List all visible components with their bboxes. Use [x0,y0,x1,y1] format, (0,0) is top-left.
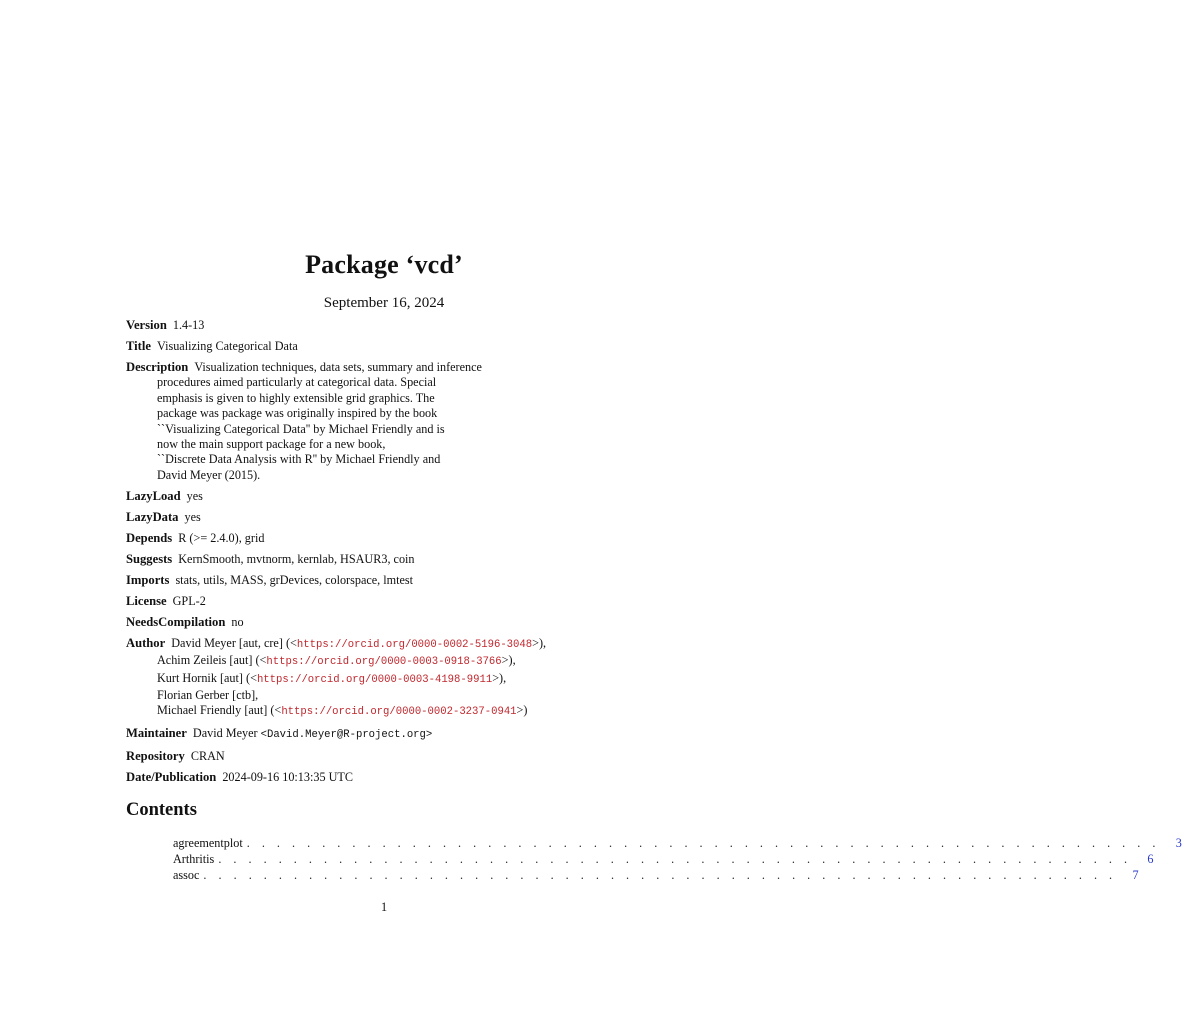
field-label: Date/Publication [126,770,217,785]
field-title [126,339,686,354]
field-date-publication [126,770,686,785]
package-date: September 16, 2024 [323,295,445,311]
field-value-line: now the main support package for a new book, [157,437,386,452]
field-value: 2024-09-16 10:13:35 UTC [222,770,353,785]
field-description [126,360,686,483]
field-repository [126,749,686,764]
toc-leader-dots: . . . . . . . . . . . . . . . . . . . . . . . . . . . . . . . . . . . . . . . . . . . . . . . . . . . . . . . . . . . . . [203,867,1117,882]
field-author [126,636,686,721]
field-value: 1.4-13 [172,318,205,332]
toc-entry[interactable] [173,836,1182,852]
author-line-text: >) [516,703,528,718]
author-line-text: >), [532,635,547,650]
author-line [171,636,546,650]
toc-page-link[interactable]: 3 [1175,836,1182,850]
field-value-line: procedures aimed particularly at categorical data. Special [157,375,437,390]
page-number: 1 [380,900,388,914]
field-value-line: emphasis is given to highly extensible grid graphics. The [157,390,435,405]
toc-entry-name[interactable]: Arthritis [173,851,215,866]
field-label: LazyLoad [126,488,181,503]
field-value-line: David Meyer (2015). [157,467,261,482]
field-value: yes [186,488,203,503]
author-line-text: Florian Gerber [ctb], [157,688,259,703]
field-label: Suggests [126,551,173,566]
toc-page-link[interactable]: 6 [1147,851,1154,866]
field-label: Title [126,339,151,353]
field-value-line: ``Visualizing Categorical Data'' by Michael Friendly and is [157,421,445,436]
field-label: Maintainer [126,726,187,741]
field-depends [126,531,686,546]
field-imports [126,573,686,588]
field-value: yes [184,509,201,524]
field-label: Author [126,635,166,650]
field-lazydata [126,510,686,525]
table-of-contents [173,836,1182,883]
toc-entry[interactable] [173,867,1139,884]
maintainer-name: David Meyer [192,726,258,741]
field-value: Visualizing Categorical Data [157,339,298,353]
field-value: CRAN [190,749,225,764]
field-value-line: package was package was originally inspired by the book [157,406,438,421]
author-line [126,653,686,670]
field-label: Imports [126,572,170,587]
contents-heading: Contents [126,800,197,820]
author-line-text: Achim Zeileis [aut] (< [157,653,267,668]
field-label: Description [126,360,189,374]
field-needscompilation [126,615,686,630]
field-label: LazyData [126,509,179,524]
author-line-text: David Meyer [aut, cre] (< [171,635,297,650]
toc-leader-dots: . . . . . . . . . . . . . . . . . . . . . . . . . . . . . . . . . . . . . . . . . . . . . . . . . . . . . . . . . . . . . [218,851,1132,866]
field-version [126,318,686,333]
field-value: no [231,614,244,629]
author-line [126,703,686,720]
toc-entry[interactable] [173,851,1154,868]
field-label: Depends [126,530,173,545]
package-title: Package ‘vcd’ [305,250,463,279]
orcid-link[interactable]: https://orcid.org/0000-0002-3237-0941 [281,706,517,719]
field-label: Version [126,318,167,332]
author-line [126,671,686,688]
orcid-link[interactable]: https://orcid.org/0000-0003-4198-9911 [256,673,493,686]
field-value-line: Visualization techniques, data sets, summary and inference [194,360,482,374]
author-line-text: >), [501,653,516,668]
orcid-link[interactable]: https://orcid.org/0000-0002-5196-3048 [296,638,533,651]
field-maintainer [126,726,686,743]
field-suggests [126,552,686,567]
orcid-link[interactable]: https://orcid.org/0000-0003-0918-3766 [266,656,502,669]
maintainer-email: <David.Meyer@R-project.org> [260,729,433,742]
author-line-text: >), [492,670,507,685]
field-value: GPL-2 [172,593,206,608]
toc-page-link[interactable]: 7 [1132,867,1139,882]
author-line [126,688,686,703]
toc-leader-dots: . . . . . . . . . . . . . . . . . . . . . . . . . . . . . . . . . . . . . . . . . . . . . . . . . . . . . . . . . . . . . [246,836,1160,850]
field-license [126,594,686,609]
field-value: R (>= 2.4.0), grid [178,530,265,545]
field-lazyload [126,489,686,504]
author-line-text: Kurt Hornik [aut] (< [157,670,257,685]
field-label: License [126,593,167,608]
field-value: stats, utils, MASS, grDevices, colorspace, lmtest [175,572,414,587]
author-line-text: Michael Friendly [aut] (< [157,703,282,718]
description-fields [126,318,686,791]
toc-entry-name[interactable]: assoc [173,867,200,882]
toc-entry-name[interactable]: agreementplot [173,836,243,850]
field-value: KernSmooth, mvtnorm, kernlab, HSAUR3, coin [178,551,415,566]
field-value-line: ``Discrete Data Analysis with R'' by Michael Friendly and [157,452,441,467]
field-label: NeedsCompilation [126,614,226,629]
field-label: Repository [126,749,185,764]
